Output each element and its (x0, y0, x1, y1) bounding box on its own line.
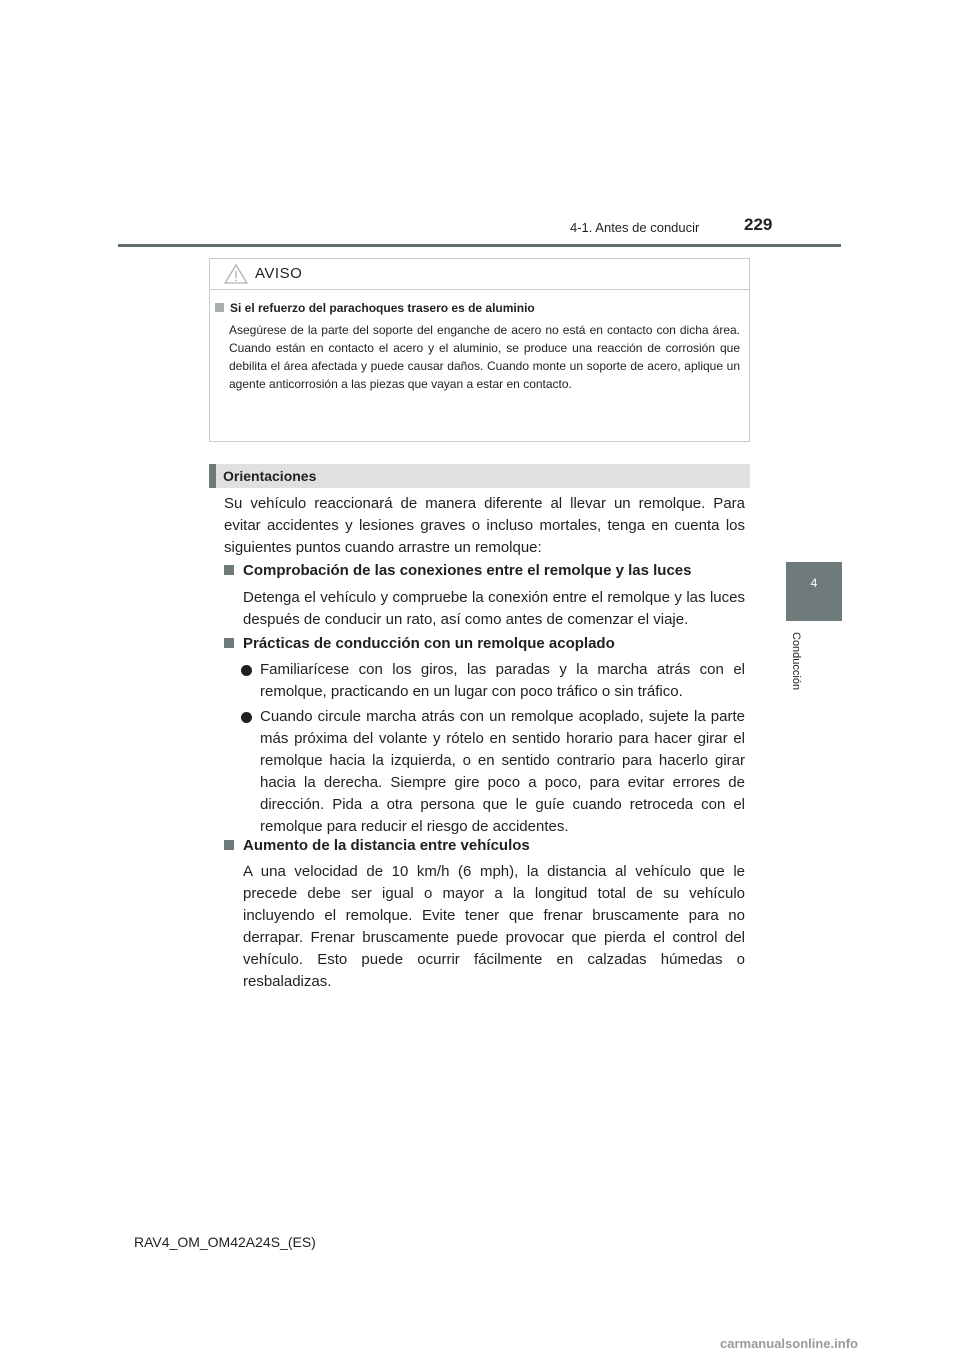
square-bullet-icon (215, 303, 224, 312)
header-divider (118, 244, 841, 247)
bullet-text: Cuando circule marcha atrás con un remolque acoplado, sujete la parte más próxima del volante y rótelo en sentido horario para hacer girar el remolque hacia la izquierda, o en sentido contrario para hacerlo girar hacia la derecha. Siempre gire poco a poco, para evitar errores de dirección. Pida a otra persona que le guíe cuando retroceda con el remolque para reducir el riesgo de accidentes. (260, 708, 745, 835)
warning-header (210, 259, 749, 290)
bullet-dot-icon (241, 712, 252, 723)
section-intro: Su vehículo reaccionará de manera diferente al llevar un remolque. Para evitar accidentes y lesiones graves o incluso mortales, tenga en cuenta los siguientes puntos cuando arrastre un remolque: (224, 495, 745, 556)
square-bullet-icon (224, 565, 234, 575)
item-text-connections: Detenga el vehículo y compruebe la conexión entre el remolque y las luces después de conducir un rato, así como antes de comenzar el viaje. (243, 589, 745, 628)
chapter-label-text: Conducción (790, 632, 802, 691)
warning-item-title: Si el refuerzo del parachoques trasero es de aluminio (230, 301, 535, 315)
warning-title: AVISO (255, 265, 303, 282)
item-heading-text: Aumento de la distancia entre vehículos (243, 837, 530, 854)
chapter-label (788, 632, 804, 722)
section-title: Orientaciones (223, 468, 317, 484)
chapter-number: 4 (810, 576, 818, 590)
warning-box (209, 258, 750, 442)
square-bullet-icon (224, 840, 234, 850)
bullet-text: Familiarícese con los giros, las paradas y la marcha atrás con el remolque, practicando en un lugar con poco tráfico o sin tráfico. (260, 661, 745, 700)
item-text-distance: A una velocidad de 10 km/h (6 mph), la distancia al vehículo que le precede debe ser igual o mayor a la longitud total de su vehículo incluyendo el remolque. Evite tener que frenar bruscamente para no derrapar. Frenar bruscamente puede provocar que pierda el control del vehículo. Esto puede ocurrir fácilmente en calzadas húmedas o resbaladizas. (243, 863, 745, 990)
warning-text: Asegúrese de la parte del soporte del enganche de acero no está en contacto con dicha área. Cuando están en contacto el acero y el aluminio, se produce una reacción de corrosión que debilita el área afectada y puede causar daños. Cuando monte un soporte de acero, aplique un agente anticorrosión a las piezas que vayan a estar en contacto. (229, 323, 740, 391)
item-heading-text: Comprobación de las conexiones entre el remolque y las luces (243, 562, 692, 579)
square-bullet-icon (224, 638, 234, 648)
page-number: 229 (744, 215, 773, 234)
item-heading-distance (224, 837, 530, 854)
watermark: carmanualsonline.info (720, 1336, 858, 1351)
warning-triangle-icon (224, 264, 248, 284)
section-header (209, 464, 750, 488)
list-item (241, 706, 745, 838)
item-heading-text: Prácticas de conducción con un remolque acoplado (243, 635, 615, 652)
list-item (241, 659, 745, 703)
bullet-dot-icon (241, 665, 252, 676)
document-id: RAV4_OM_OM42A24S_(ES) (134, 1234, 316, 1250)
warning-item-heading (215, 301, 535, 315)
section-accent (209, 464, 216, 488)
item-heading-practice (224, 635, 615, 652)
header-section-title: 4-1. Antes de conducir (570, 220, 700, 235)
item-heading-connections (224, 562, 691, 579)
chapter-tab[interactable] (786, 562, 842, 621)
